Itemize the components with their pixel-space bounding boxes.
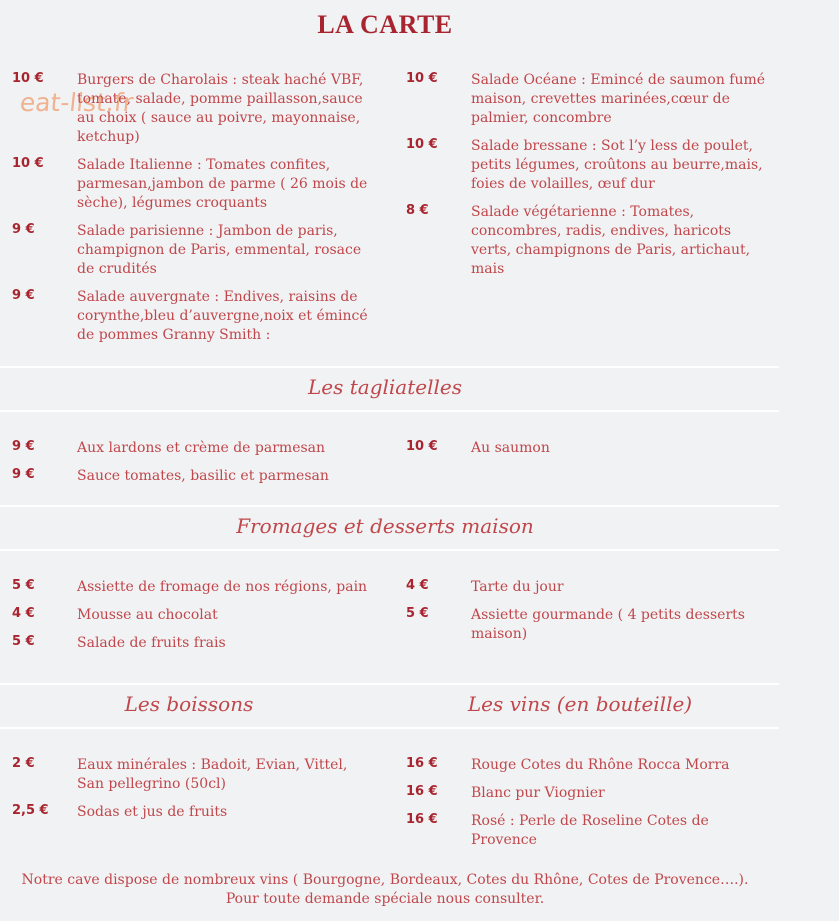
list-item bbox=[406, 606, 776, 644]
item-description: Salade parisienne : Jambon de paris, champignon de Paris, emmental, rosace de crudités bbox=[77, 223, 362, 277]
footer-line-2: Pour toute demande spéciale nous consulter. bbox=[225, 891, 545, 907]
item-description: Au saumon bbox=[471, 440, 550, 456]
section-heading-tagliatelles: Les tagliatelles bbox=[308, 375, 462, 399]
footer-note bbox=[0, 871, 770, 909]
item-price: 5 € bbox=[406, 606, 429, 621]
item-description: Salade auvergnate : Endives, raisins de corynthe,bleu d’auvergne,noix et émincé de pommes Granny Smith : bbox=[77, 289, 368, 343]
tagliatelles-left-column bbox=[12, 439, 382, 495]
list-item bbox=[12, 71, 382, 147]
list-item bbox=[406, 756, 776, 775]
item-description: Burgers de Charolais : steak haché VBF, tomate, salade, pomme paillasson,sauce au choix ( sauce au poivre, mayonnaise, ketchup) bbox=[77, 72, 364, 145]
list-item bbox=[406, 71, 776, 128]
item-price: 5 € bbox=[12, 634, 35, 649]
list-item bbox=[12, 222, 382, 279]
divider bbox=[0, 505, 779, 507]
list-item bbox=[12, 467, 382, 486]
item-description: Salade Italienne : Tomates confites, parmesan,jambon de parme ( 26 mois de sèche), légumes croquants bbox=[77, 157, 368, 211]
item-price: 2 € bbox=[12, 756, 35, 771]
section-heading-boissons: Les boissons bbox=[124, 692, 254, 716]
list-item bbox=[12, 156, 382, 213]
desserts-left-column bbox=[12, 578, 382, 662]
item-description: Tarte du jour bbox=[471, 579, 564, 595]
list-item bbox=[12, 803, 382, 822]
page-title: LA CARTE bbox=[317, 10, 453, 39]
item-price: 10 € bbox=[12, 71, 44, 86]
divider bbox=[0, 727, 779, 729]
item-description: Blanc pur Viognier bbox=[471, 785, 605, 801]
tagliatelles-right-column bbox=[406, 439, 776, 467]
item-description: Eaux minérales : Badoit, Evian, Vittel, San pellegrino (50cl) bbox=[77, 757, 348, 792]
item-price: 2,5 € bbox=[12, 803, 49, 818]
divider bbox=[0, 410, 779, 412]
item-price: 9 € bbox=[12, 288, 35, 303]
item-description: Assiette gourmande ( 4 petits desserts maison) bbox=[471, 607, 745, 642]
item-price: 10 € bbox=[406, 71, 438, 86]
item-description: Assiette de fromage de nos régions, pain bbox=[77, 579, 368, 595]
item-price: 9 € bbox=[12, 467, 35, 482]
list-item bbox=[406, 812, 776, 850]
carte-left-column bbox=[12, 71, 382, 354]
item-price: 8 € bbox=[406, 203, 429, 218]
list-item bbox=[12, 756, 382, 794]
item-price: 10 € bbox=[406, 137, 438, 152]
list-item bbox=[406, 439, 776, 458]
item-description: Mousse au chocolat bbox=[77, 607, 218, 623]
divider bbox=[0, 683, 779, 685]
item-price: 9 € bbox=[12, 439, 35, 454]
list-item bbox=[12, 439, 382, 458]
item-price: 4 € bbox=[406, 578, 429, 593]
list-item bbox=[406, 578, 776, 597]
item-description: Sauce tomates, basilic et parmesan bbox=[77, 468, 329, 484]
list-item bbox=[406, 137, 776, 194]
list-item bbox=[406, 784, 776, 803]
item-price: 16 € bbox=[406, 784, 438, 799]
section-heading-desserts: Fromages et desserts maison bbox=[236, 514, 534, 538]
item-description: Salade Océane : Emincé de saumon fumé maison, crevettes marinées,cœur de palmier, concombre bbox=[471, 72, 766, 126]
divider bbox=[0, 366, 779, 368]
watermark-logo: eat-list.fr bbox=[18, 88, 135, 117]
item-price: 4 € bbox=[12, 606, 35, 621]
list-item bbox=[12, 578, 382, 597]
list-item bbox=[406, 203, 776, 279]
item-description: Sodas et jus de fruits bbox=[77, 804, 228, 820]
item-price: 16 € bbox=[406, 756, 438, 771]
item-price: 5 € bbox=[12, 578, 35, 593]
list-item bbox=[12, 634, 382, 653]
item-price: 9 € bbox=[12, 222, 35, 237]
boissons-column bbox=[12, 756, 382, 831]
item-description: Rouge Cotes du Rhône Rocca Morra bbox=[471, 757, 730, 773]
item-description: Rosé : Perle de Roseline Cotes de Provence bbox=[471, 813, 709, 848]
vins-column bbox=[406, 756, 776, 859]
list-item bbox=[12, 288, 382, 345]
item-description: Salade végétarienne : Tomates, concombres, radis, endives, haricots verts, champignons de Paris, artichaut, mais bbox=[471, 204, 751, 277]
divider bbox=[0, 549, 779, 551]
item-description: Aux lardons et crème de parmesan bbox=[77, 440, 326, 456]
item-price: 16 € bbox=[406, 812, 438, 827]
footer-line-1: Notre cave dispose de nombreux vins ( Bourgogne, Bordeaux, Cotes du Rhône, Cotes de Provence….). bbox=[21, 872, 749, 888]
item-description: Salade de fruits frais bbox=[77, 635, 226, 651]
list-item bbox=[12, 606, 382, 625]
item-price: 10 € bbox=[12, 156, 44, 171]
desserts-right-column bbox=[406, 578, 776, 653]
section-heading-vins: Les vins (en bouteille) bbox=[467, 692, 693, 716]
item-description: Salade bressane : Sot l’y less de poulet, petits légumes, croûtons au beurre,mais, foies de volailles, œuf dur bbox=[471, 138, 763, 192]
item-price: 10 € bbox=[406, 439, 438, 454]
carte-right-column bbox=[406, 71, 776, 288]
